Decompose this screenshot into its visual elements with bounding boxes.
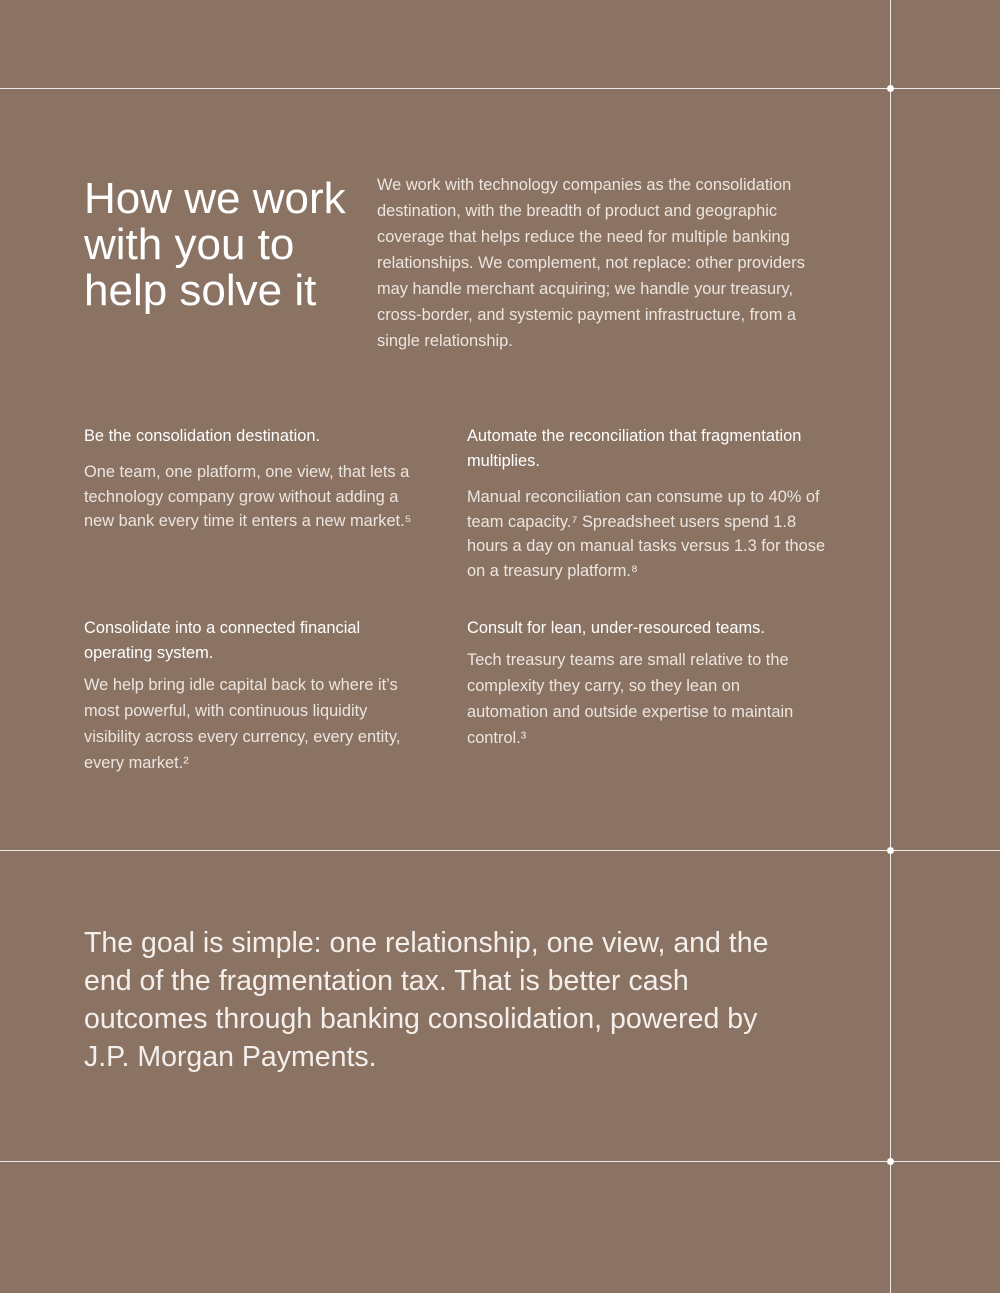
grid-intersection-dot [887,1158,894,1165]
divider-middle [0,850,1000,851]
divider-vertical [890,0,891,1293]
section-body: Manual reconciliation can consume up to 40% of team capacity.⁷ Spreadsheet users spend 1.8 hours a day on manual tasks versus 1.3 for those on a treasury platform.⁸ [467,488,826,580]
section-heading: Automate the reconciliation that fragmentation multiplies. [467,427,802,470]
grid-intersection-dot [887,847,894,854]
grid-intersection-dot [887,85,894,92]
section-body: We help bring idle capital back to where it’s most powerful, with continuous liquidity visibility across every currency, every entity, every market.² [84,676,401,772]
divider-top [0,88,1000,89]
section-heading: Be the consolidation destination. [84,427,321,445]
intro-paragraph: We work with technology companies as the consolidation destination, with the breadth of product and geographic coverage that helps reduce the need for multiple banking relationships. We complement, not replace: other providers may handle merchant acquiring; we handle your treasury, cross-border, and systemic payment infrastructure, from a single relationship. [377,176,805,350]
section-body: Tech treasury teams are small relative to the complexity they carry, so they lean on automation and outside expertise to maintain control.³ [467,651,794,747]
page-title: How we work with you to help solve it [84,174,346,315]
section-automate-reconciliation [467,424,837,583]
divider-bottom [0,1161,1000,1162]
section-body: One team, one platform, one view, that lets a technology company grow without adding a new bank every time it enters a new market.⁵ [84,463,412,530]
section-heading: Consolidate into a connected financial operating system. [84,619,361,662]
section-connected-operating-system [84,616,414,776]
section-heading: Consult for lean, under-resourced teams. [467,619,765,637]
section-lean-teams [467,616,807,751]
section-consolidation-destination [84,424,419,534]
closing-statement: The goal is simple: one relationship, one view, and the end of the fragmentation tax. That is better cash outcomes through banking consolidation, powered by J.P. Morgan Payments. [84,927,769,1073]
